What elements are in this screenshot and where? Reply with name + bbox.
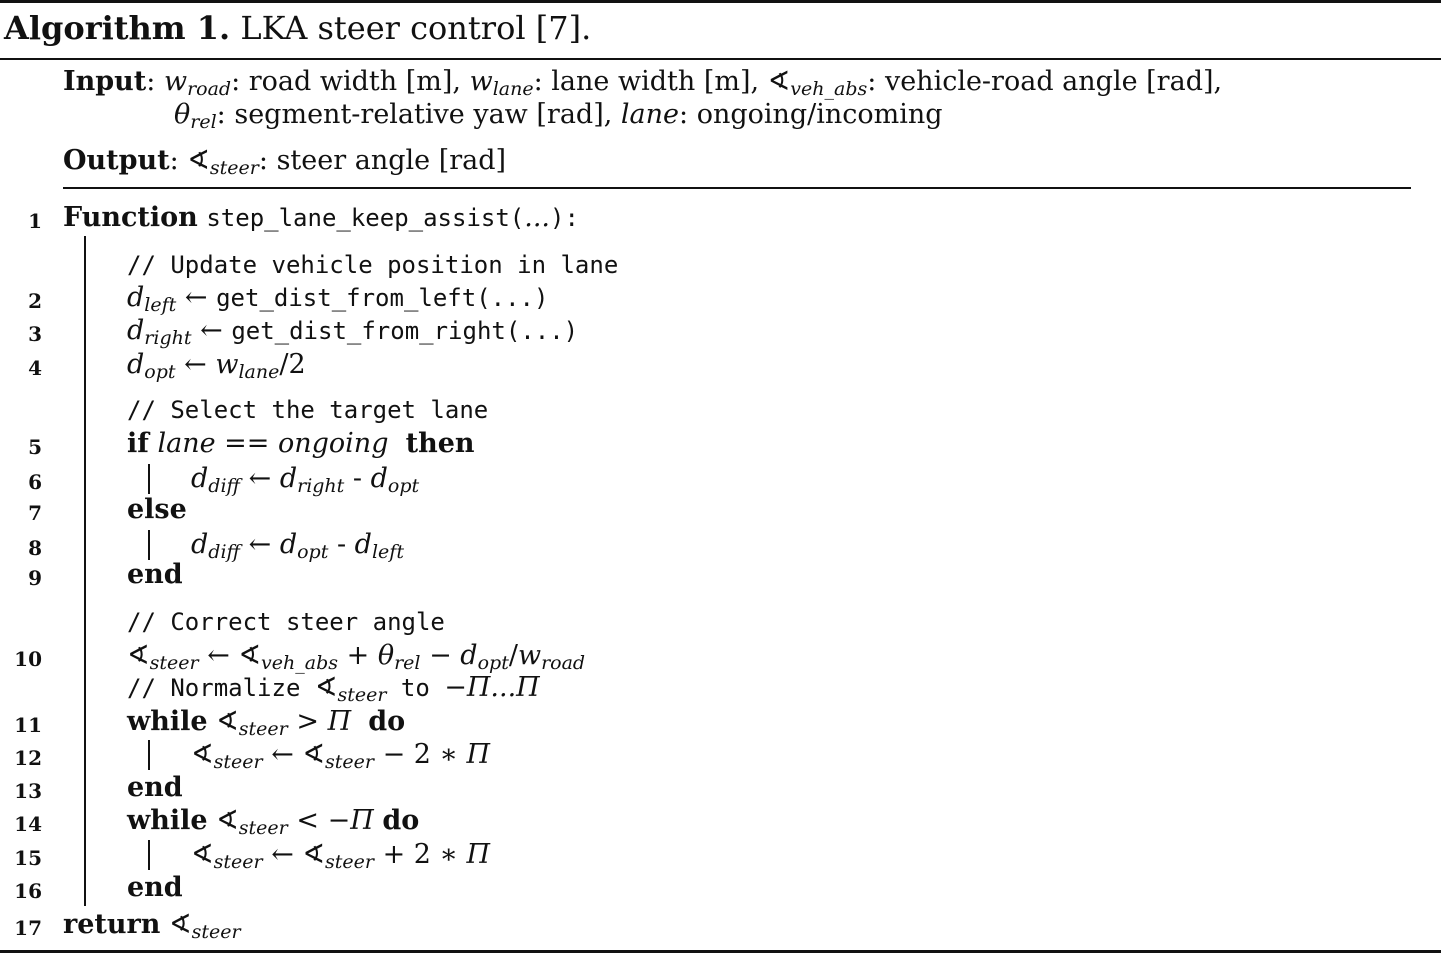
- comparator: <: [296, 805, 319, 836]
- w-lane-sub: lane: [492, 78, 534, 100]
- operand-b-sub: left: [371, 541, 404, 563]
- operand-a-sub: steer: [238, 718, 288, 740]
- var: ∢: [191, 839, 214, 870]
- w-road-desc: : road width [m],: [231, 66, 461, 97]
- line-number: 15: [14, 846, 42, 870]
- w-lane-desc: : lane width [m],: [533, 66, 760, 97]
- operand-a-sub: right: [297, 475, 345, 497]
- comment-text: // Normalize: [127, 674, 315, 702]
- io-rule: [63, 187, 1411, 189]
- line-number: 1: [28, 209, 42, 233]
- operand-b: Π: [327, 706, 352, 737]
- bottom-rule: [0, 950, 1441, 953]
- expression: − 2 ∗: [382, 739, 458, 770]
- comparator: >: [296, 706, 319, 737]
- expression: + 2 ∗: [382, 839, 458, 870]
- operand-a: d: [279, 463, 298, 494]
- operand-c: d: [460, 640, 478, 671]
- comment-text: // Update vehicle position in lane: [127, 251, 619, 279]
- line-number: 11: [14, 713, 42, 737]
- do-keyword: do: [368, 706, 406, 737]
- operand-b: Π: [466, 739, 491, 770]
- if-condition: lane == ongoing: [157, 428, 389, 459]
- end-keyword: end: [127, 872, 183, 903]
- var: d: [127, 349, 145, 380]
- operator: -: [352, 463, 363, 494]
- operand-a: ∢: [302, 739, 326, 770]
- assign-arrow: ←: [248, 529, 272, 560]
- comment-angle-sub: steer: [337, 684, 387, 706]
- assign-arrow: ←: [248, 463, 272, 494]
- function-block-bar: [84, 236, 86, 906]
- line-number: 2: [28, 289, 42, 313]
- rhs-var: w: [215, 349, 239, 380]
- comment-range: −Π...Π: [444, 672, 540, 703]
- operand-b: d: [354, 529, 372, 560]
- lane-var: lane: [620, 99, 680, 130]
- var-sub: steer: [213, 751, 263, 773]
- comment-text: // Correct steer angle: [127, 608, 445, 636]
- assign-arrow: ←: [200, 315, 223, 346]
- end-keyword: end: [127, 772, 183, 803]
- algorithm-caption: [4, 10, 591, 46]
- while-1-block-bar: [148, 740, 150, 770]
- function-keyword: Function: [63, 202, 198, 233]
- w-road-var: w: [163, 66, 188, 97]
- operand-a-sub: opt: [297, 541, 329, 563]
- var-sub: opt: [144, 361, 176, 383]
- output-line: Output: $∢_{steer}$: steer angle [rad]: [63, 145, 507, 179]
- return-var: ∢: [168, 909, 192, 940]
- operand-a: ∢: [238, 640, 262, 671]
- operand-d: w: [517, 640, 542, 671]
- call: get_dist_from_right(...): [231, 317, 579, 345]
- var: d: [127, 315, 145, 346]
- operand-a-sub: veh_abs: [261, 652, 338, 674]
- operand-a-sub: steer: [325, 751, 374, 773]
- return-keyword: return: [63, 909, 161, 940]
- input-label: Input: [63, 66, 147, 97]
- function-name: step_lane_keep_assist(: [206, 204, 525, 232]
- operand-b: θ: [377, 640, 395, 671]
- comment-angle: ∢: [314, 672, 338, 703]
- line-number: 6: [28, 470, 42, 494]
- operand-b-sub: opt: [387, 475, 420, 497]
- assign-arrow: ←: [271, 739, 294, 770]
- var: d: [191, 529, 209, 560]
- then-block-bar: [148, 464, 150, 494]
- var-sub: right: [144, 327, 192, 349]
- operand-a: d: [279, 529, 298, 560]
- comment-tail: to: [386, 674, 445, 702]
- operand-b: d: [370, 463, 388, 494]
- do-keyword: do: [382, 805, 420, 836]
- var: d: [127, 282, 145, 313]
- operand-c-sub: opt: [477, 652, 509, 674]
- operator-minus: −: [429, 640, 452, 671]
- output-angle-symbol: ∢: [187, 145, 210, 176]
- assign-arrow: ←: [184, 349, 207, 380]
- assign-arrow: ←: [184, 282, 208, 313]
- angle-symbol: ∢: [767, 66, 791, 97]
- operand-a-sub: steer: [325, 851, 374, 873]
- line-number: 7: [28, 501, 42, 525]
- operand-a: ∢: [302, 839, 326, 870]
- line-number: 12: [14, 746, 42, 770]
- var-sub: steer: [213, 851, 263, 873]
- assign-arrow: ←: [207, 640, 230, 671]
- operand-b-sub: rel: [394, 652, 421, 674]
- function-args: ...: [524, 202, 550, 233]
- line-number: 13: [14, 779, 42, 803]
- var-sub: diff: [208, 475, 240, 497]
- output-label: Output: [63, 145, 170, 176]
- line-number: 10: [14, 647, 42, 671]
- var-sub: diff: [208, 541, 240, 563]
- operator-divide: /: [508, 640, 518, 671]
- var: ∢: [191, 739, 214, 770]
- operand-a-sub: steer: [238, 817, 288, 839]
- function-close: ):: [550, 204, 579, 232]
- var: d: [191, 463, 209, 494]
- w-road-sub: road: [187, 78, 232, 100]
- lane-desc: : ongoing/incoming: [679, 99, 943, 130]
- line-number: 17: [14, 916, 42, 940]
- output-angle-sub: steer: [209, 157, 259, 179]
- else-block-bar: [148, 530, 150, 560]
- input-line-2: [174, 99, 943, 131]
- angle-desc: : vehicle-road angle [rad],: [867, 66, 1223, 97]
- theta-var: θ: [174, 99, 191, 130]
- call: get_dist_from_left(...): [216, 284, 549, 312]
- line-number: 3: [28, 322, 42, 346]
- operand-d-sub: road: [541, 652, 586, 674]
- while-keyword: while: [127, 706, 208, 737]
- else-keyword: else: [127, 494, 187, 525]
- w-lane-var: w: [469, 66, 493, 97]
- then-keyword: then: [405, 428, 475, 459]
- end-keyword: end: [127, 559, 183, 590]
- input-line-1: Input: $w_{road}$: road width [m], $w_{lane}$: lane width [m], $∢_{veh\_abs}$: vehicle-road angle [rad],: [63, 66, 1223, 100]
- theta-desc: : segment-relative yaw [rad],: [216, 99, 613, 130]
- operand-b: −Π: [327, 805, 374, 836]
- comment-text: // Select the target lane: [127, 396, 489, 424]
- line-number: 14: [14, 812, 42, 836]
- angle-sub: veh_abs: [790, 78, 868, 100]
- line-number: 4: [28, 356, 42, 380]
- var-sub: left: [144, 294, 177, 316]
- algorithm-title: LKA steer control [7].: [240, 9, 592, 47]
- while-keyword: while: [127, 805, 208, 836]
- return-var-sub: steer: [191, 921, 241, 943]
- operand-a: ∢: [216, 805, 239, 836]
- operator-plus: +: [346, 640, 370, 671]
- top-rule: [0, 0, 1441, 3]
- algorithm-label: Algorithm 1.: [4, 9, 231, 47]
- line-number: 16: [14, 879, 42, 903]
- operator: -: [336, 529, 347, 560]
- operand-a: ∢: [216, 706, 239, 737]
- line-number: 5: [28, 435, 42, 459]
- rhs-sub: lane: [238, 361, 280, 383]
- operand-b: Π: [466, 839, 491, 870]
- while-2-block-bar: [148, 840, 150, 870]
- var: ∢: [127, 640, 150, 671]
- var-sub: steer: [149, 652, 199, 674]
- line-number: 8: [28, 536, 42, 560]
- theta-sub: rel: [190, 111, 217, 133]
- assign-arrow: ←: [271, 839, 294, 870]
- caption-rule: [0, 58, 1441, 60]
- if-keyword: if: [127, 428, 149, 459]
- line-number: 9: [28, 566, 42, 590]
- rhs-tail: /2: [279, 349, 306, 380]
- output-desc: : steer angle [rad]: [258, 145, 507, 176]
